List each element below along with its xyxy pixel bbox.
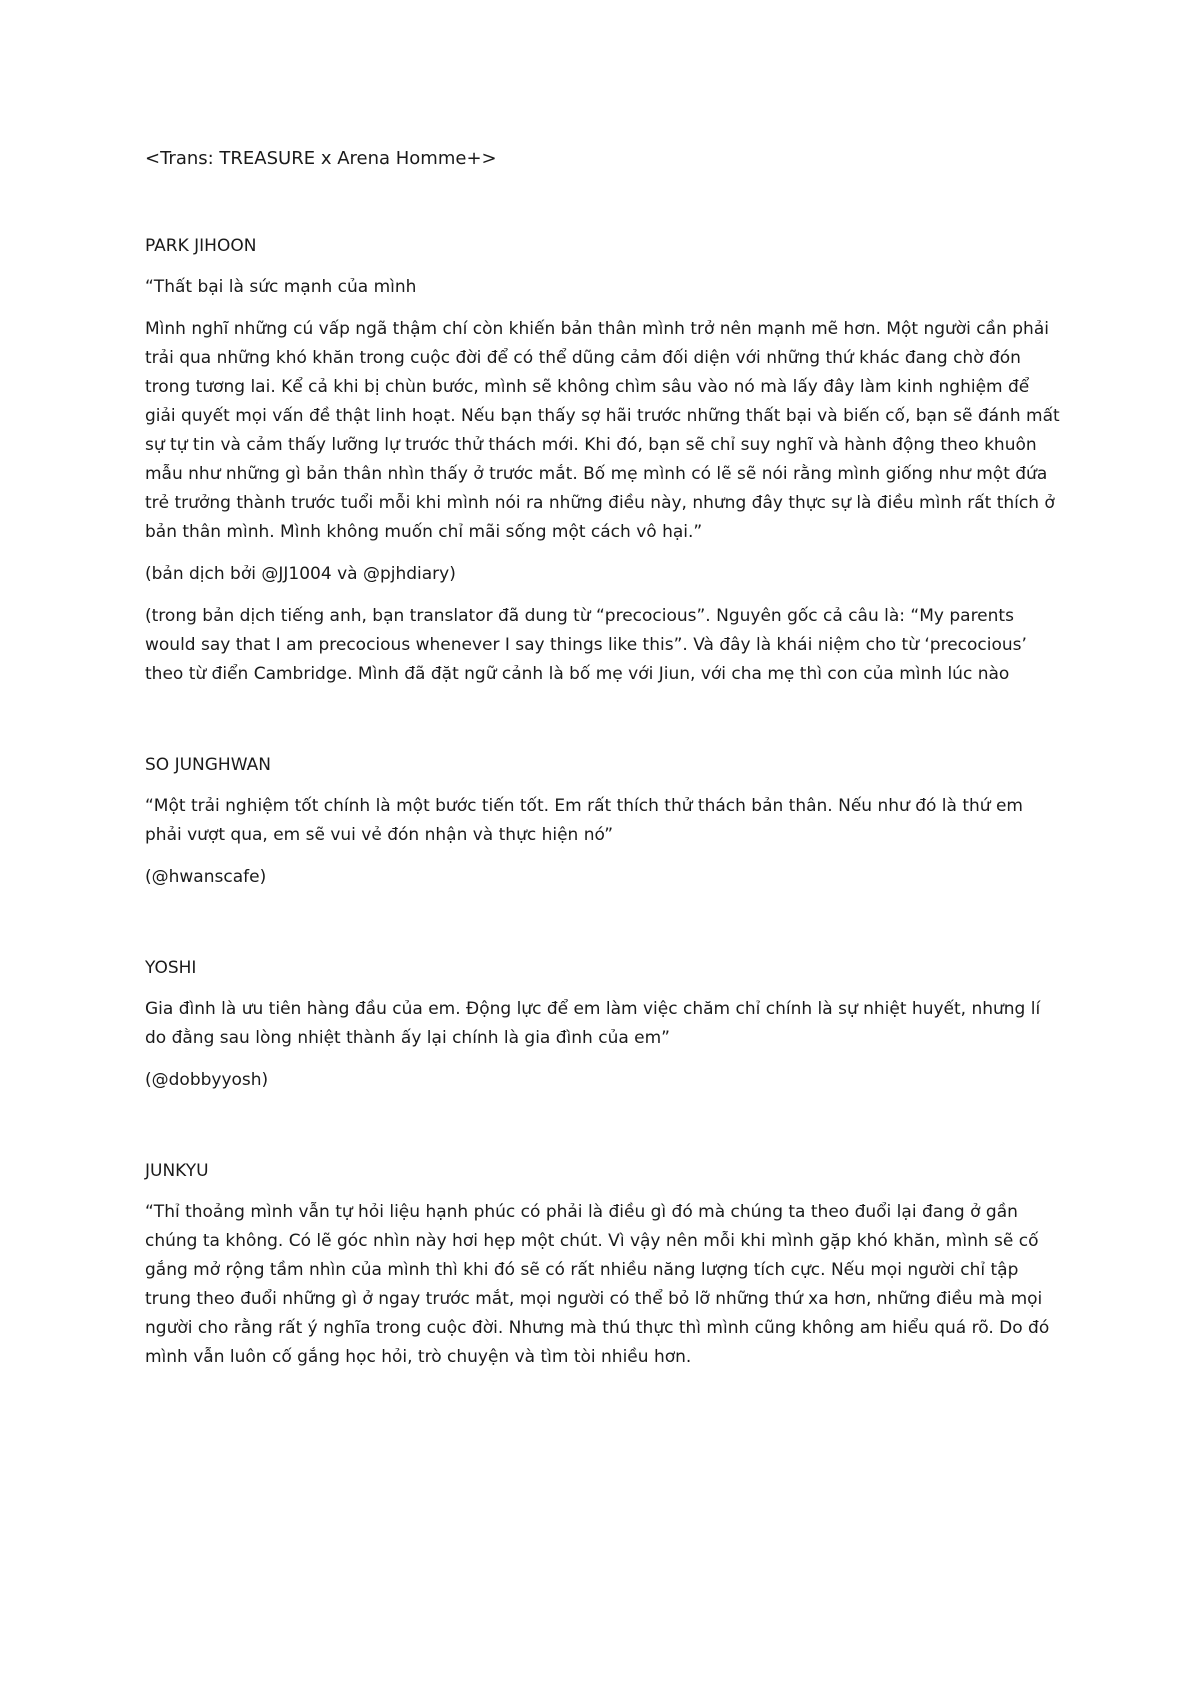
member-name-junghwan: SO JUNGHWAN	[145, 755, 271, 775]
quote-body-yoshi: Gia đình là ưu tiên hàng đầu của em. Động lực để em làm việc chăm chỉ chính là sự nhiệt huyết, nhưng lí do đằng sau lòng nhiệt thành ấy lại chính là gia đình của em”	[145, 999, 1041, 1048]
section-park-jihoon	[145, 232, 1065, 689]
quote-body-jihoon: Mình nghĩ những cú vấp ngã thậm chí còn khiến bản thân mình trở nên mạnh mẽ hơn. Một người cần phải trải qua những khó khăn trong cuộc đời để có thể dũng cảm đối diện với những thứ khác đang chờ đón trong tương lai. Kể cả khi bị chùn bước, mình sẽ không chìm sâu vào nó mà lấy đây làm kinh nghiệm để giải quyết mọi vấn đề thật linh hoạt. Nếu bạn thấy sợ hãi trước những thất bại và biến cố, bạn sẽ đánh mất sự tự tin và cảm thấy lưỡng lự trước thử thách mới. Khi đó, bạn sẽ chỉ suy nghĩ và hành động theo khuôn mẫu như những gì bản thân nhìn thấy ở trước mắt. Bố mẹ mình có lẽ sẽ nói rằng mình giống như một đứa trẻ trưởng thành trước tuổi mỗi khi mình nói ra những điều này, nhưng đây thực sự là điều mình rất thích ở bản thân mình. Mình không muốn chỉ mãi sống một cách vô hại.”	[145, 319, 1060, 542]
quote-body-junkyu: “Thỉ thoảng mình vẫn tự hỏi liệu hạnh phúc có phải là điều gì đó mà chúng ta theo đuổi lại đang ở gần chúng ta không. Có lẽ góc nhìn này hơi hẹp một chút. Vì vậy nên mỗi khi mình gặp khó khăn, mình sẽ cố gắng mở rộng tầm nhìn của mình thì khi đó sẽ có rất nhiều năng lượng tích cực. Nếu mọi người chỉ tập trung theo đuổi những gì ở ngay trước mắt, mọi người có thể bỏ lỡ những thứ xa hơn, những điều mà mọi người cho rằng rất ý nghĩa trong cuộc đời. Nhưng mà thú thực thì mình cũng không am hiểu quá rõ. Do đó mình vẫn luôn cố gắng học hỏi, trò chuyện và tìm tòi nhiều hơn.	[145, 1202, 1050, 1367]
translation-credit-jihoon: (bản dịch bởi @JJ1004 và @pjhdiary)	[145, 564, 456, 584]
section-yoshi	[145, 954, 1065, 1095]
translator-note-jihoon: (trong bản dịch tiếng anh, bạn translator đã dung từ “precocious”. Nguyên gốc cả câu là: “My parents would say that I am precocious whenever I say things like this”. Và đây là khái niệm cho từ ‘precocious’ theo từ điển Cambridge. Mình đã đặt ngữ cảnh là bố mẹ với Jiun, với cha mẹ thì con của mình lúc nào	[145, 606, 1027, 684]
translation-credit-yoshi: (@dobbyyosh)	[145, 1070, 269, 1090]
section-so-junghwan	[145, 751, 1065, 892]
translation-credit-junghwan: (@hwanscafe)	[145, 867, 267, 887]
document-page	[145, 145, 1065, 1372]
quote-body-junghwan: “Một trải nghiệm tốt chính là một bước tiến tốt. Em rất thích thử thách bản thân. Nếu như đó là thứ em phải vượt qua, em sẽ vui vẻ đón nhận và thực hiện nó”	[145, 796, 1023, 845]
section-junkyu	[145, 1157, 1065, 1372]
document-title: <Trans: TREASURE x Arena Homme+>	[145, 148, 497, 169]
member-name-jihoon: PARK JIHOON	[145, 236, 257, 256]
member-name-junkyu: JUNKYU	[145, 1161, 209, 1181]
quote-title-jihoon: “Thất bại là sức mạnh của mình	[145, 277, 417, 297]
member-name-yoshi: YOSHI	[145, 958, 197, 978]
